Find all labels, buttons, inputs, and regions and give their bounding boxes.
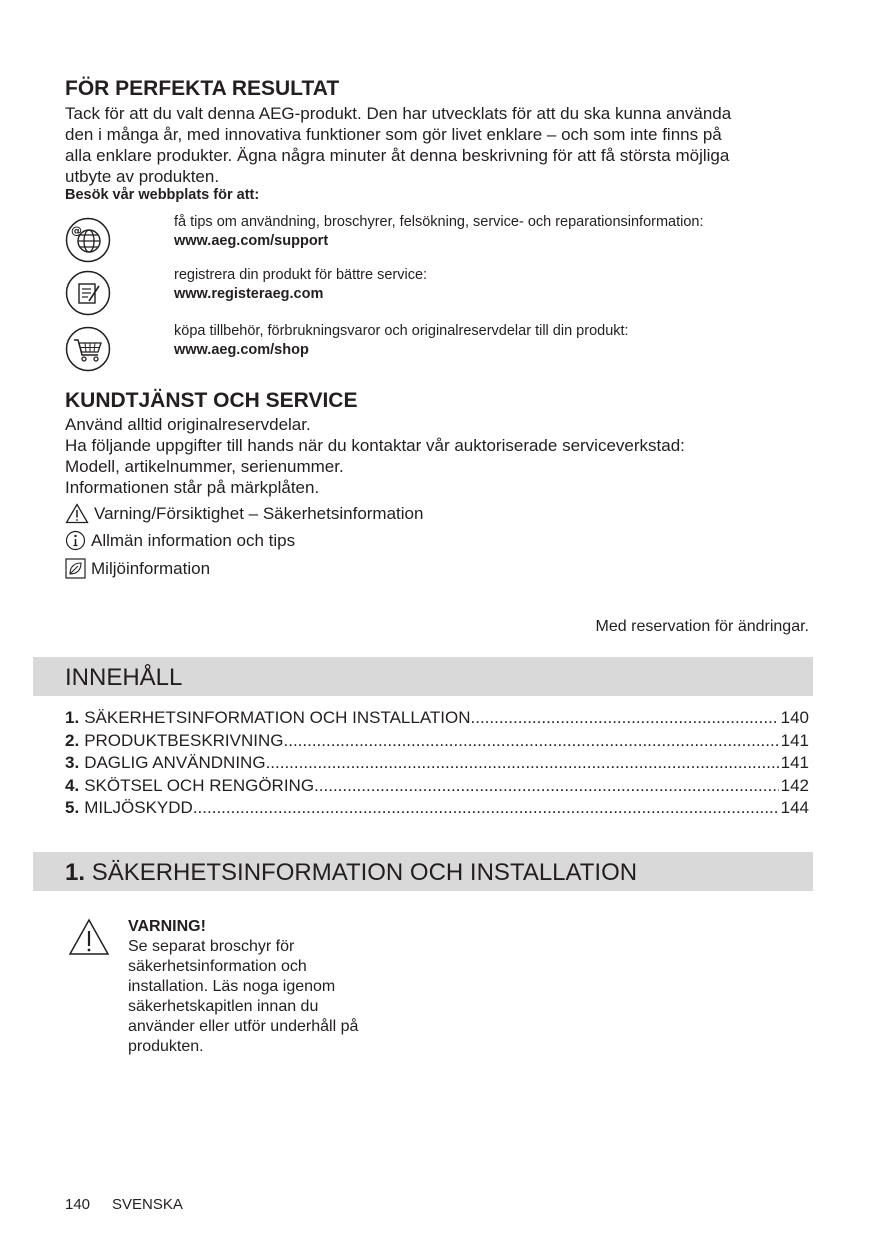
- visit-label: Besök vår webbplats för att:: [65, 187, 260, 203]
- legend-environment-label: Miljöinformation: [91, 559, 211, 578]
- toc-item-page: 141: [780, 753, 809, 772]
- service-paragraph: [65, 414, 825, 498]
- page-number: 140: [65, 1196, 91, 1213]
- toc-dot-leader: [314, 775, 779, 798]
- toc-dot-leader: [193, 797, 779, 820]
- toc-item-number: 3.: [65, 753, 80, 772]
- cart-icon: [65, 326, 111, 372]
- toc-item[interactable]: [65, 775, 809, 798]
- warning-triangle-icon: [68, 918, 110, 956]
- toc-item[interactable]: [65, 752, 809, 775]
- toc-item[interactable]: [65, 797, 809, 820]
- globe-icon: [65, 217, 111, 263]
- toc-item[interactable]: [65, 707, 809, 730]
- toc-item-title: MILJÖSKYDD: [84, 798, 193, 817]
- toc-item-title: SKÖTSEL OCH RENGÖRING: [84, 775, 315, 795]
- link-shop: [174, 322, 814, 360]
- section-1-number: 1.: [65, 859, 86, 886]
- page-footer: [65, 1196, 205, 1214]
- link-shop-text: köpa tillbehör, förbrukningsvaror och originalreservdelar till din produkt:: [174, 323, 629, 339]
- svg-text:@: @: [71, 224, 82, 237]
- warning-block: [128, 917, 388, 1057]
- link-support-url[interactable]: www.aeg.com/support: [174, 233, 329, 249]
- toc-item-number: 1.: [65, 708, 80, 727]
- table-of-contents: [65, 707, 809, 820]
- service-line: Modell, artikelnummer, serienummer.: [65, 457, 344, 476]
- info-icon: [65, 530, 86, 551]
- warning-line: Se separat broschyr för: [128, 938, 295, 955]
- intro-line: Tack för att du valt denna AEG-produkt. Den har utvecklats för att du ska kunna använda: [65, 104, 732, 123]
- legend-info-label: Allmän information och tips: [91, 531, 296, 550]
- link-register-url[interactable]: www.registeraeg.com: [174, 286, 324, 302]
- toc-item-number: 4.: [65, 775, 80, 795]
- warning-line: installation. Läs noga igenom: [128, 978, 336, 995]
- reservation-note: Med reservation för ändringar.: [595, 618, 809, 635]
- toc-dot-leader: [266, 752, 779, 775]
- toc-item-number: 2.: [65, 730, 80, 750]
- toc-item-page: 141: [780, 730, 809, 750]
- link-support: [174, 213, 814, 251]
- service-line: Använd alltid originalreservdelar.: [65, 415, 311, 434]
- contents-heading: INNEHÅLL: [65, 664, 183, 691]
- register-icon: [65, 270, 111, 316]
- warning-line: produkten.: [128, 1038, 204, 1055]
- toc-item-title: PRODUKTBESKRIVNING: [84, 730, 284, 750]
- warning-triangle-icon: [65, 503, 89, 524]
- toc-item-number: 5.: [65, 798, 80, 817]
- footer-language: SVENSKA: [112, 1196, 183, 1213]
- toc-item-title: SÄKERHETSINFORMATION OCH INSTALLATION: [84, 708, 471, 727]
- warning-line: använder eller utför underhåll på: [128, 1018, 359, 1035]
- link-register-text: registrera din produkt för bättre service:: [174, 267, 428, 283]
- legend-warning: [65, 503, 423, 524]
- section-1-band: [33, 852, 813, 891]
- section-1-heading: [65, 859, 637, 887]
- leaf-icon: [65, 558, 86, 579]
- toc-item-title: DAGLIG ANVÄNDNING: [84, 753, 266, 772]
- link-register: [174, 266, 814, 304]
- service-heading: KUNDTJÄNST OCH SERVICE: [65, 389, 358, 412]
- contents-band: [33, 657, 813, 696]
- link-support-text: få tips om användning, broschyrer, felsökning, service- och reparationsinformation:: [174, 214, 704, 230]
- intro-paragraph: [65, 103, 825, 187]
- toc-item[interactable]: [65, 730, 809, 753]
- toc-item-page: 144: [780, 798, 809, 817]
- warning-line: säkerhetskapitlen innan du: [128, 998, 319, 1015]
- toc-dot-leader: [471, 707, 779, 730]
- service-line: Informationen står på märkplåten.: [65, 478, 320, 497]
- intro-line: alla enklare produkter. Ägna några minuter åt denna beskrivning för att få största möjliga: [65, 146, 730, 165]
- service-line: Ha följande uppgifter till hands när du kontaktar vår auktoriserade serviceverkstad:: [65, 436, 685, 455]
- link-shop-url[interactable]: www.aeg.com/shop: [174, 342, 309, 358]
- legend-info: [65, 530, 295, 551]
- toc-item-page: 142: [780, 775, 809, 795]
- intro-heading: FÖR PERFEKTA RESULTAT: [65, 77, 340, 100]
- warning-line: säkerhetsinformation och: [128, 958, 307, 975]
- toc-dot-leader: [284, 730, 779, 753]
- warning-title: VARNING!: [128, 918, 206, 935]
- intro-line: utbyte av produkten.: [65, 167, 220, 186]
- section-1-title: SÄKERHETSINFORMATION OCH INSTALLATION: [91, 859, 638, 886]
- legend-warning-label: Varning/Försiktighet – Säkerhetsinformation: [94, 504, 424, 523]
- legend-environment: [65, 558, 210, 579]
- intro-line: den i många år, med innovativa funktioner som gör livet enklare – och som inte finns på: [65, 125, 722, 144]
- toc-item-page: 140: [780, 708, 809, 727]
